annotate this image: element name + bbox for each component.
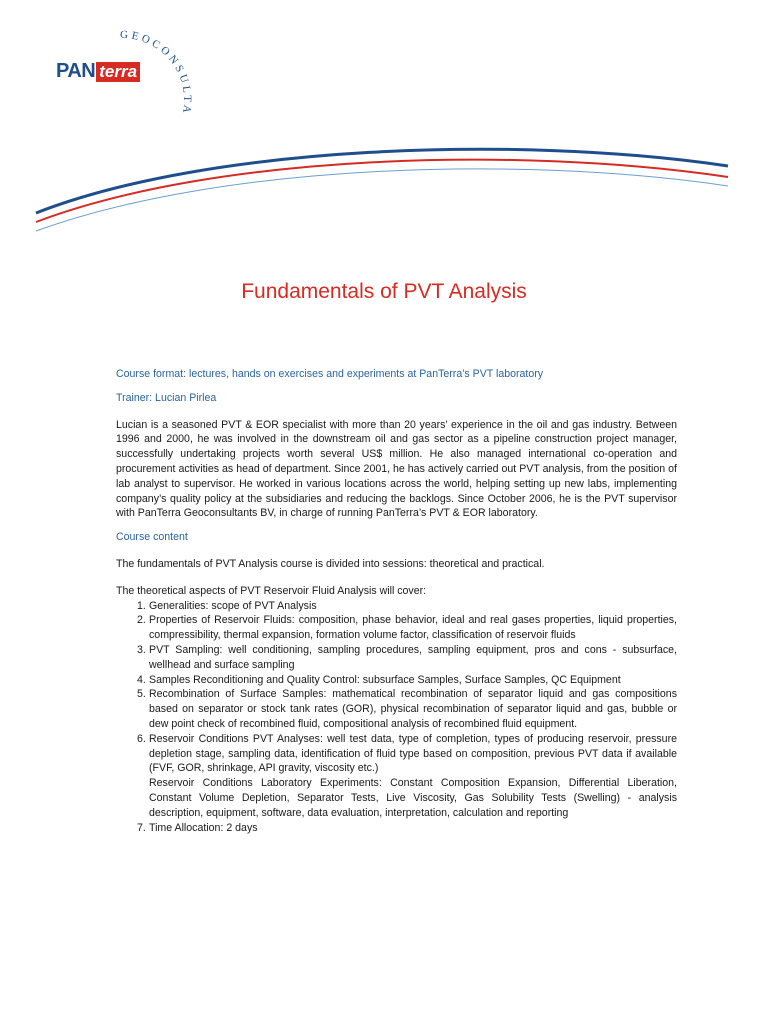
swoosh-lightblue-line <box>36 169 728 231</box>
swoosh-red-line <box>36 160 728 222</box>
trainer: Trainer: Lucian Pirlea <box>116 391 217 404</box>
list-item-number: 4. <box>137 673 146 686</box>
list-item-text: Time Allocation: 2 days <box>149 821 258 834</box>
course-intro: The fundamentals of PVT Analysis course is divided into sessions: theoretical and practical. <box>116 557 545 570</box>
list-item <box>116 673 677 688</box>
list-item-number: 6. <box>137 732 146 745</box>
list-item-text: Samples Reconditioning and Quality Control: subsurface Samples, Surface Samples, QC Equipment <box>149 673 621 686</box>
course-content-heading: Course content <box>116 531 188 544</box>
logo-terra: terra <box>96 62 140 82</box>
list-item-extra-text: Reservoir Conditions Laboratory Experiments: Constant Composition Expansion, Differential Liberation, Constant Volume Depletion, Separator Tests, Live Viscosity, Gas Solubility Tests (Swelling) - analysis description, equipment, software, data evaluation, interpretation, calculation and reporting <box>149 777 677 819</box>
list-item-text: Properties of Reservoir Fluids: composition, phase behavior, ideal and real gases properties, liquid properties, compressibility, thermal expansion, formation volume factor, classification of reservoir fluids <box>149 614 677 642</box>
course-format: Course format: lectures, hands on exercises and experiments at PanTerra’s PVT laboratory <box>116 368 544 380</box>
list-item-text: Reservoir Conditions PVT Analyses: well test data, type of completion, types of producing reservoir, pressure depletion stage, sampling data, identification of fluid type based on composition, previous PVT data if available (FVF, GOR, shrinkage, API gravity, viscosity etc.) <box>149 732 677 775</box>
trainer-bio: Lucian is a seasoned PVT & EOR specialist with more than 20 years’ experience in the oil and gas industry. Between 1996 and 2000, he was involved in the downstream oil and gas sector as a pipeline construction project manager, successfully undertaking projects worth several US$ million. He also managed international co-operation and procurement activities as head of department. Since 2001, he has actively carried out PVT analysis, from the position of lab analyst to supervisor. He worked in various locations across the world, helping setting up new labs, implementing company’s quality policy at the subsidiaries and reducing the backlogs. Since October 2006, he is the PVT supervisor with PanTerra Geoconsultants BV, in charge of running PanTerra’s PVT & EOR laboratory. <box>116 418 677 520</box>
list-item <box>116 643 677 673</box>
list-item-number: 2. <box>137 614 146 627</box>
list-item <box>116 599 677 614</box>
document-body <box>116 367 677 835</box>
list-item-number: 7. <box>137 821 146 834</box>
list-item-number: 3. <box>137 643 146 656</box>
list-intro: The theoretical aspects of PVT Reservoir Fluid Analysis will cover: <box>116 584 427 597</box>
list-item-number: 5. <box>137 688 146 701</box>
list-item <box>116 732 677 821</box>
list-item-text: Generalities: scope of PVT Analysis <box>149 599 317 612</box>
header-swoosh-lines <box>0 140 768 250</box>
list-item-text: PVT Sampling: well conditioning, sampling procedures, sampling equipment, pros and cons - subsurface, wellhead and surface sampling <box>149 643 677 671</box>
list-item-number: 1. <box>137 599 146 612</box>
list-item <box>116 613 677 643</box>
logo-wordmark <box>56 60 140 83</box>
page-title: Fundamentals of PVT Analysis <box>241 280 527 303</box>
company-logo <box>50 15 236 124</box>
list-item <box>116 687 677 731</box>
swoosh-blue-line <box>36 149 728 213</box>
list-item-text: Recombination of Surface Samples: mathematical recombination of separator liquid and gas compositions based on separator or stock tank rates (GOR), physical recombination of separator liquid and gas, bubble or dew point check of recombined fluid, compositional analysis of recombined fluid equipment. <box>149 688 677 730</box>
topics-list <box>116 599 677 836</box>
list-item <box>116 821 677 836</box>
logo-pan: PAN <box>56 60 96 82</box>
svg-text:GEOCONSULTANTS: GEOCONSULTANTS <box>50 15 194 117</box>
